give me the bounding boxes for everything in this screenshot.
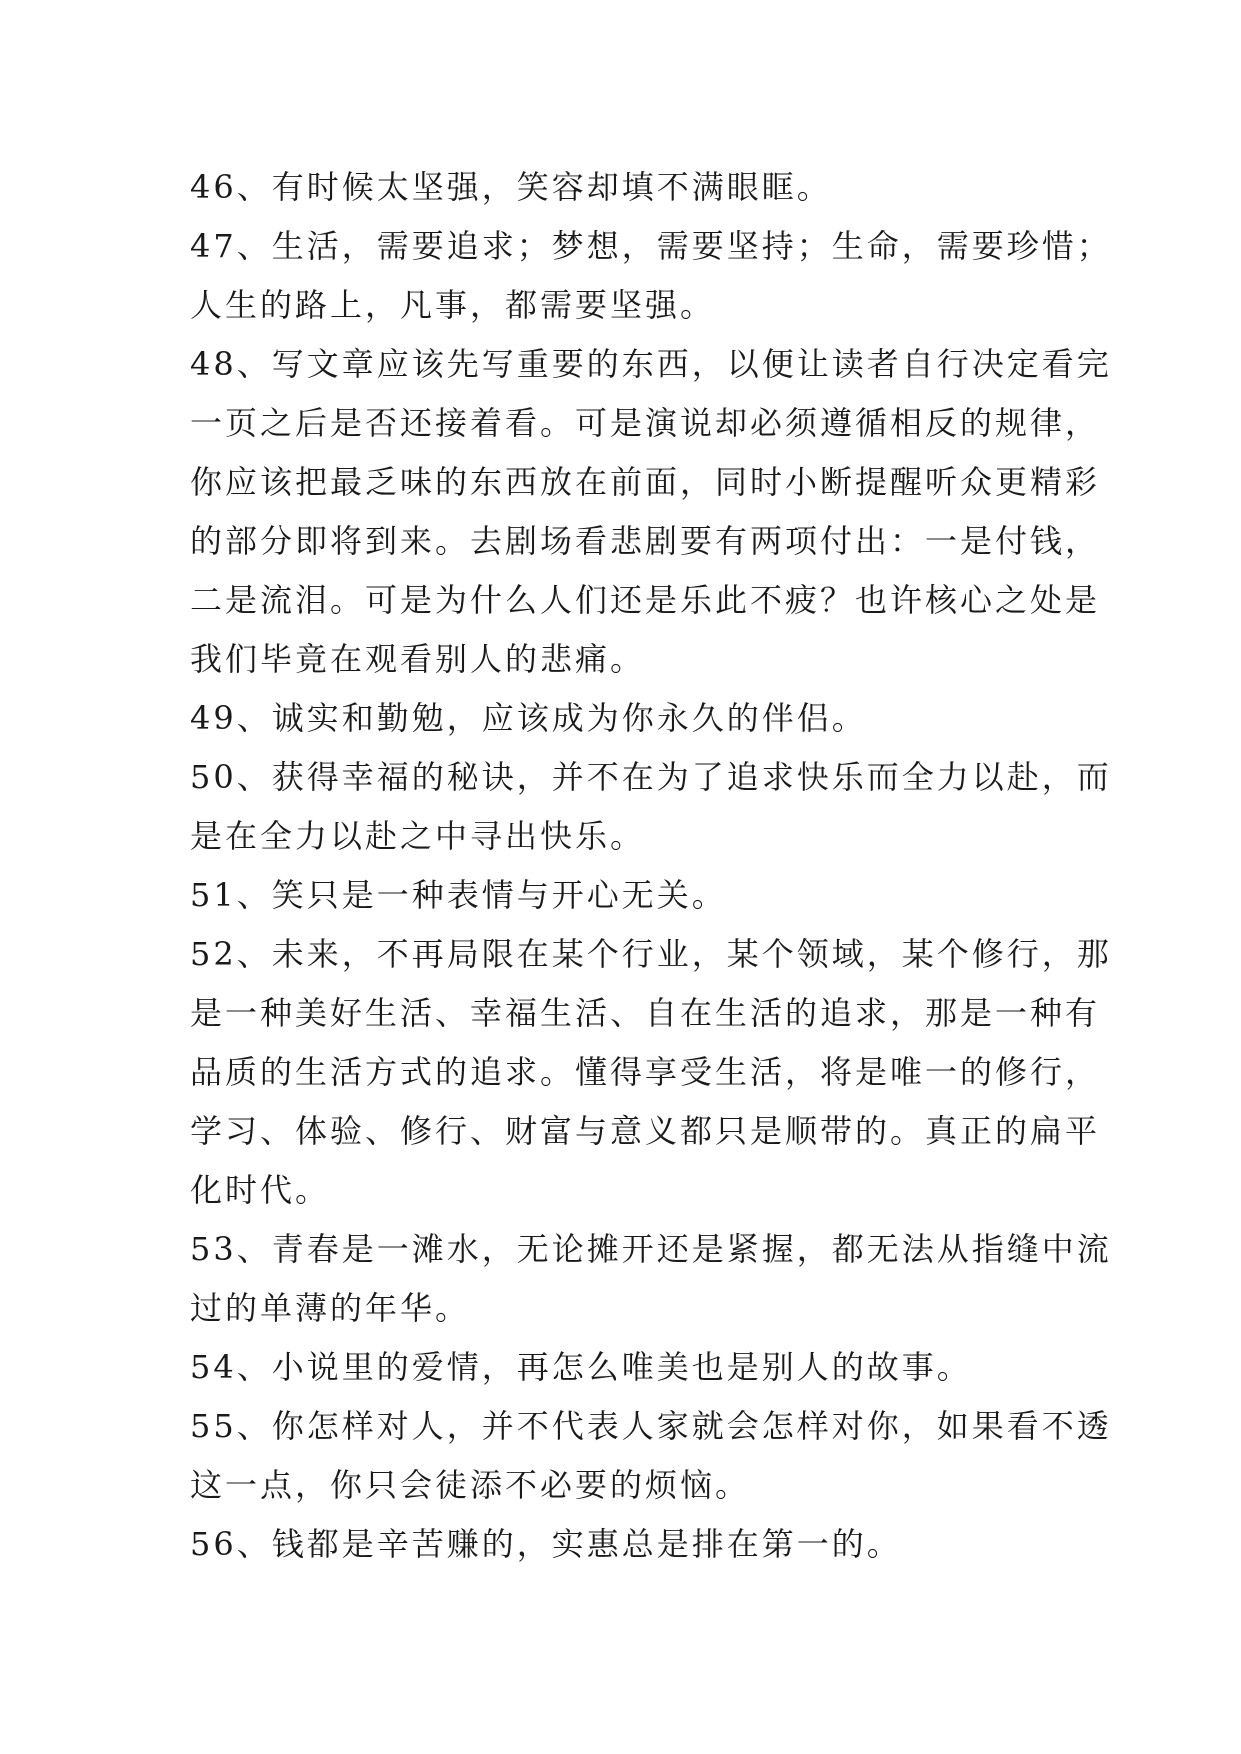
text-line: 48、写文章应该先写重要的东西，以便让读者自行决定看完 bbox=[190, 345, 1112, 383]
text-line: 51、笑只是一种表情与开心无关。 bbox=[190, 876, 727, 914]
text-line: 这一点，你只会徒添不必要的烦恼。 bbox=[190, 1466, 751, 1504]
text-line: 二是流泪。可是为什么人们还是乐此不疲？也许核心之处是 bbox=[190, 581, 1101, 619]
text-line: 47、生活，需要追求；梦想，需要坚持；生命，需要珍惜； bbox=[190, 227, 1112, 265]
text-line: 一页之后是否还接着看。可是演说却必须遵循相反的规律， bbox=[190, 404, 1101, 442]
text-line: 你应该把最乏味的东西放在前面，同时小断提醒听众更精彩 bbox=[190, 463, 1101, 501]
text-line: 50、获得幸福的秘诀，并不在为了追求快乐而全力以赴，而 bbox=[190, 758, 1112, 796]
text-line: 是一种美好生活、幸福生活、自在生活的追求，那是一种有 bbox=[190, 994, 1101, 1032]
text-line: 46、有时候太坚强，笑容却填不满眼眶。 bbox=[190, 168, 832, 206]
document-body bbox=[190, 158, 1112, 1574]
text-line: 人生的路上，凡事，都需要坚强。 bbox=[190, 286, 716, 324]
text-line: 是在全力以赴之中寻出快乐。 bbox=[190, 817, 646, 855]
text-line: 学习、体验、修行、财富与意义都只是顺带的。真正的扁平 bbox=[190, 1112, 1101, 1150]
text-line: 52、未来，不再局限在某个行业，某个领域，某个修行，那 bbox=[190, 935, 1112, 973]
text-line: 我们毕竟在观看别人的悲痛。 bbox=[190, 640, 646, 678]
text-line: 53、青春是一滩水，无论摊开还是紧握，都无法从指缝中流 bbox=[190, 1230, 1112, 1268]
text-line: 56、钱都是辛苦赚的，实惠总是排在第一的。 bbox=[190, 1525, 902, 1563]
text-line: 过的单薄的年华。 bbox=[190, 1289, 471, 1327]
text-line: 49、诚实和勤勉，应该成为你永久的伴侣。 bbox=[190, 699, 867, 737]
text-line: 品质的生活方式的追求。懂得享受生活，将是唯一的修行， bbox=[190, 1053, 1101, 1091]
text-line: 的部分即将到来。去剧场看悲剧要有两项付出：一是付钱， bbox=[190, 522, 1101, 560]
text-line: 55、你怎样对人，并不代表人家就会怎样对你，如果看不透 bbox=[190, 1407, 1112, 1445]
text-line: 54、小说里的爱情，再怎么唯美也是别人的故事。 bbox=[190, 1348, 972, 1386]
text-line: 化时代。 bbox=[190, 1171, 331, 1209]
